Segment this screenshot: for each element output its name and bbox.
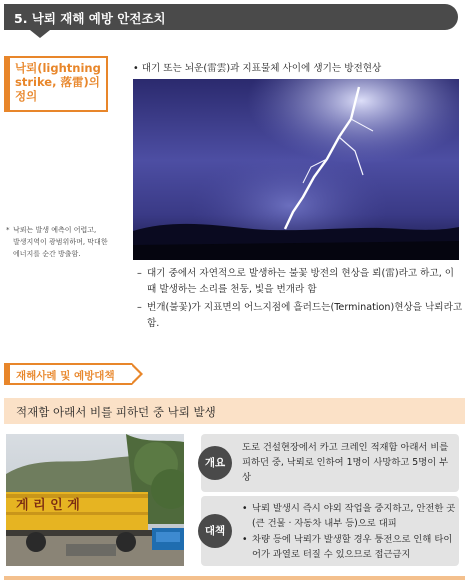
case-banner [4, 398, 465, 424]
bullet-text: 대기 중에서 자연적으로 발생하는 불꽃 방전의 현상을 뢰(雷)라고 하고, 이때 발생하는 소리를 천둥, 빛을 번개라 함 [147, 268, 455, 295]
bullet-marker: – [137, 268, 142, 279]
crane-sign-text: 게 리 인 게 [16, 498, 80, 513]
action-item-text: 낙뢰 발생시 즉시 야외 작업을 중지하고, 안전한 곳(큰 건물 · 자동차 내부 등)으로 대피 [252, 503, 456, 529]
side-note-text: 낙뢰는 발생 예측이 어렵고, 발생지역이 광범위하며, 막대한 에너지를 순간 방출함. [13, 226, 108, 258]
case-title: 적재함 아래서 비를 피하던 중 낙뢰 발생 [16, 405, 216, 419]
action-badge: 대책 [198, 514, 232, 548]
section-title: 5. 낙뢰 재해 예방 안전조치 [14, 11, 166, 26]
case-section-label: 재해사례 및 예방대책 [16, 370, 115, 382]
list-item [137, 300, 463, 332]
summary-badge: 개요 [198, 446, 232, 480]
list-item [137, 266, 463, 298]
definition-tag [4, 56, 108, 112]
definition-text: • 대기 또는 뇌운(雷雲)과 지표물체 사이에 생기는 방전현상 [133, 63, 382, 74]
action-list [242, 502, 456, 564]
lightning-image [133, 79, 459, 260]
list-item [242, 533, 456, 562]
header-tab-marker [30, 30, 50, 38]
side-note [6, 224, 124, 260]
summary-text: 도로 건설현장에서 카고 크레인 적재함 아래서 비를 피하던 중, 낙뢰로 인하여 1명이 사망하고 5명이 부상 [242, 442, 449, 483]
action-box [201, 496, 459, 566]
summary-box [201, 434, 459, 492]
bullet-marker: – [137, 302, 142, 313]
crane-photo [6, 434, 184, 566]
crane-image [6, 434, 184, 566]
list-item [242, 502, 456, 531]
action-item-text: 차량 등에 낙뢰가 발생할 경우 퉁전으로 인해 타이어가 과열로 터질 수 있으므로 접근금지 [252, 534, 453, 560]
definition-label: 낙뢰(lightning strike, 落雷)의 정의 [15, 61, 101, 103]
action-marker: • [242, 534, 248, 545]
definition-bullets [137, 266, 463, 334]
lightning-photo [133, 79, 459, 260]
side-note-marker: * [6, 226, 10, 234]
section-header [4, 4, 458, 30]
bullet-text: 번개(불꽃)가 지표면의 어느지점에 흘러드는(Termination)현상을 낙뢰라고 함. [147, 302, 463, 329]
case-section-tag [4, 363, 132, 385]
bottom-divider [4, 576, 465, 580]
action-marker: • [242, 503, 248, 514]
